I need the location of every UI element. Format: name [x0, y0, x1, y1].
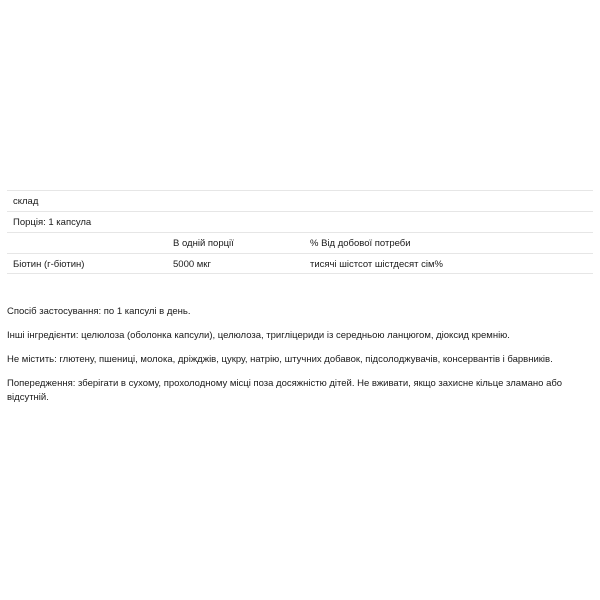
does-not-contain: Не містить: глютену, пшениці, молока, дріжджів, цукру, натрію, штучних добавок, підсолоджувачів, консервантів і барвників.	[7, 354, 553, 365]
ingredient-row	[7, 253, 593, 274]
ingredient-name: Біотин (г-біотин)	[13, 259, 85, 270]
warning-text: Попередження: зберігати в сухому, прохолодному місці поза досяжністю дітей. Не вживати, якщо захисне кільце зламано або відсутній.	[7, 378, 563, 403]
serving-size: Порція: 1 капсула	[13, 217, 92, 228]
ingredient-amount: 5000 мкг	[173, 259, 211, 270]
facts-heading: склад	[13, 196, 39, 207]
ingredient-daily-value: тисячі шістсот шістдесят сім%	[310, 259, 443, 270]
per-serving-header: В одній порції	[173, 238, 234, 249]
daily-value-header: % Від добової потреби	[310, 238, 411, 249]
column-header-row	[7, 232, 593, 253]
serving-size-row	[7, 211, 593, 232]
usage-instructions: Спосіб застосування: по 1 капсулі в день.	[7, 306, 191, 317]
other-ingredients: Інші інгредієнти: целюлоза (оболонка капсули), целюлоза, тригліцериди із середньою ланцюгом, діоксид кремнію.	[7, 330, 510, 341]
supplement-facts-table	[7, 190, 593, 274]
facts-heading-row	[7, 190, 593, 211]
product-notes	[7, 305, 577, 415]
